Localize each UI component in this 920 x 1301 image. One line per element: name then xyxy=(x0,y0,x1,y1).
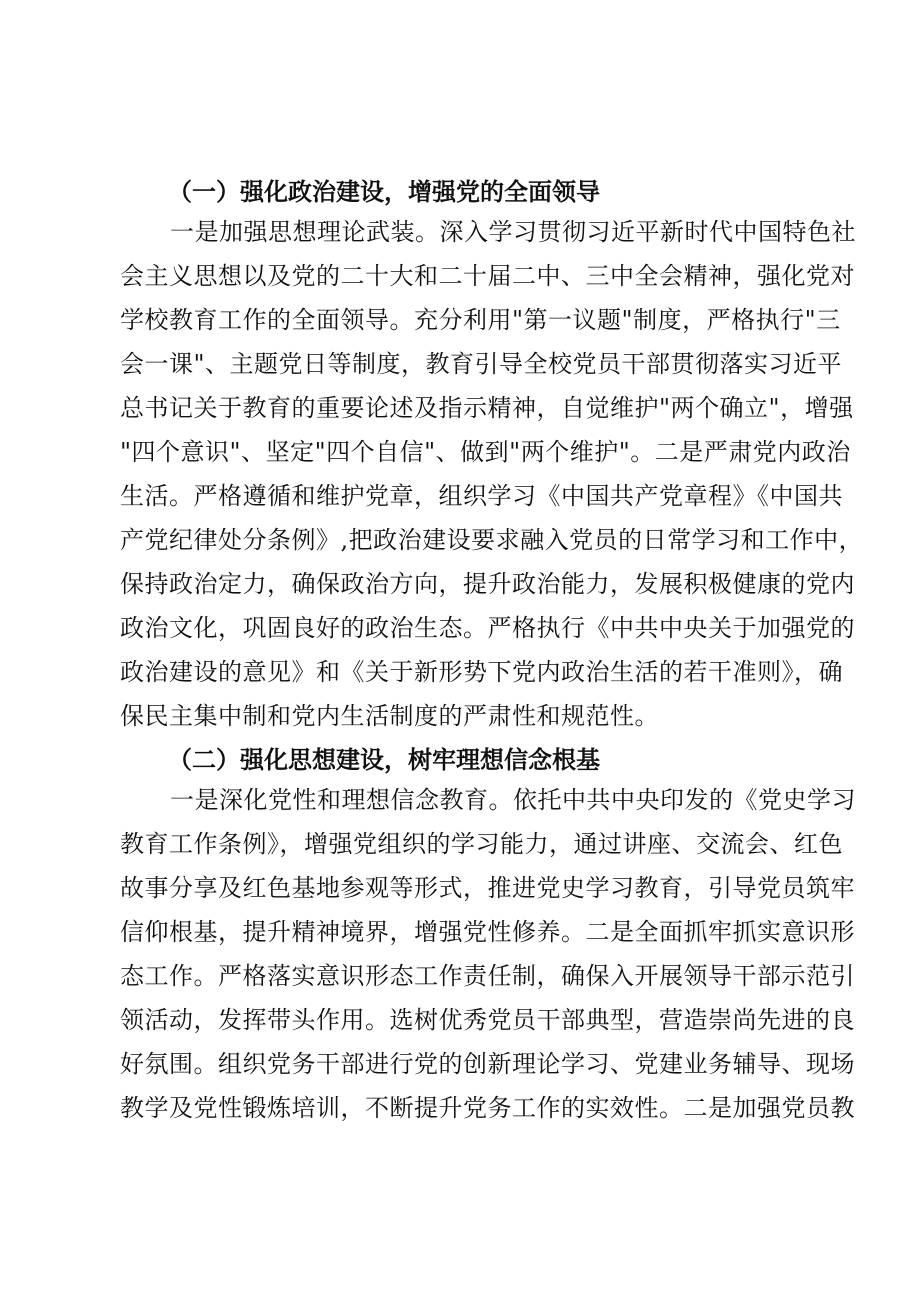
paragraph-line: 保民主集中制和党内生活制度的严肃性和规范性。 xyxy=(120,702,659,730)
paragraph-line: 故事分享及红色基地参观等形式，推进党史学习教育，引导党员筑牢 xyxy=(120,874,855,902)
paragraph-line: 好氛围。组织党务干部进行党的创新理论学习、党建业务辅导、现场 xyxy=(120,1050,855,1078)
paragraph-line: 教育工作条例》，增强党组织的学习能力，通过讲座、交流会、红色 xyxy=(120,830,843,858)
paragraph-line: 会一课"、主题党日等制度，教育引导全校党员干部贯彻落实习近平 xyxy=(120,350,843,378)
paragraph-line: 总书记关于教育的重要论述及指示精神，自觉维护"两个确立"，增强 xyxy=(120,394,854,422)
paragraph-line: 政治建设的意见》和《关于新形势下党内政治生活的若干准则》，确 xyxy=(120,658,843,686)
section-1-heading: （一）强化政治建设，增强党的全面领导 xyxy=(168,178,600,206)
paragraph-line: 学校教育工作的全面领导。充分利用"第一议题"制度，严格执行"三 xyxy=(120,306,841,334)
paragraph-line: 政治文化，巩固良好的政治生态。严格执行《中共中央关于加强党的 xyxy=(120,614,855,642)
paragraph-line: 领活动，发挥带头作用。选树优秀党员干部典型，营造崇尚先进的良 xyxy=(120,1006,855,1034)
paragraph-line: 生活。严格遵循和维护党章，组织学习《中国共产党章程》《中国共 xyxy=(120,482,843,510)
paragraph-line: 会主义思想以及党的二十大和二十届二中、三中全会精神，强化党对 xyxy=(120,262,855,290)
paragraph-line: 保持政治定力，确保政治方向，提升政治能力，发展积极健康的党内 xyxy=(120,570,855,598)
paragraph-line: 一是加强思想理论武装。深入学习贯彻习近平新时代中国特色社 xyxy=(170,218,856,246)
paragraph-line: 教学及党性锻炼培训，不断提升党务工作的实效性。二是加强党员教 xyxy=(120,1094,855,1122)
section-2-heading: （二）强化思想建设，树牢理想信念根基 xyxy=(168,746,600,774)
paragraph-line: "四个意识"、坚定"四个自信"、做到"两个维护"。二是严肃党内政治 xyxy=(120,438,851,466)
paragraph-line: 一是深化党性和理想信念教育。依托中共中央印发的《党史学习 xyxy=(170,786,856,814)
paragraph-line: 信仰根基，提升精神境界，增强党性修养。二是全面抓牢抓实意识形 xyxy=(120,918,855,946)
paragraph-line: 产党纪律处分条例》,把政治建设要求融入党员的日常学习和工作中， xyxy=(120,526,864,554)
paragraph-line: 态工作。严格落实意识形态工作责任制，确保入开展领导干部示范引 xyxy=(120,962,855,990)
